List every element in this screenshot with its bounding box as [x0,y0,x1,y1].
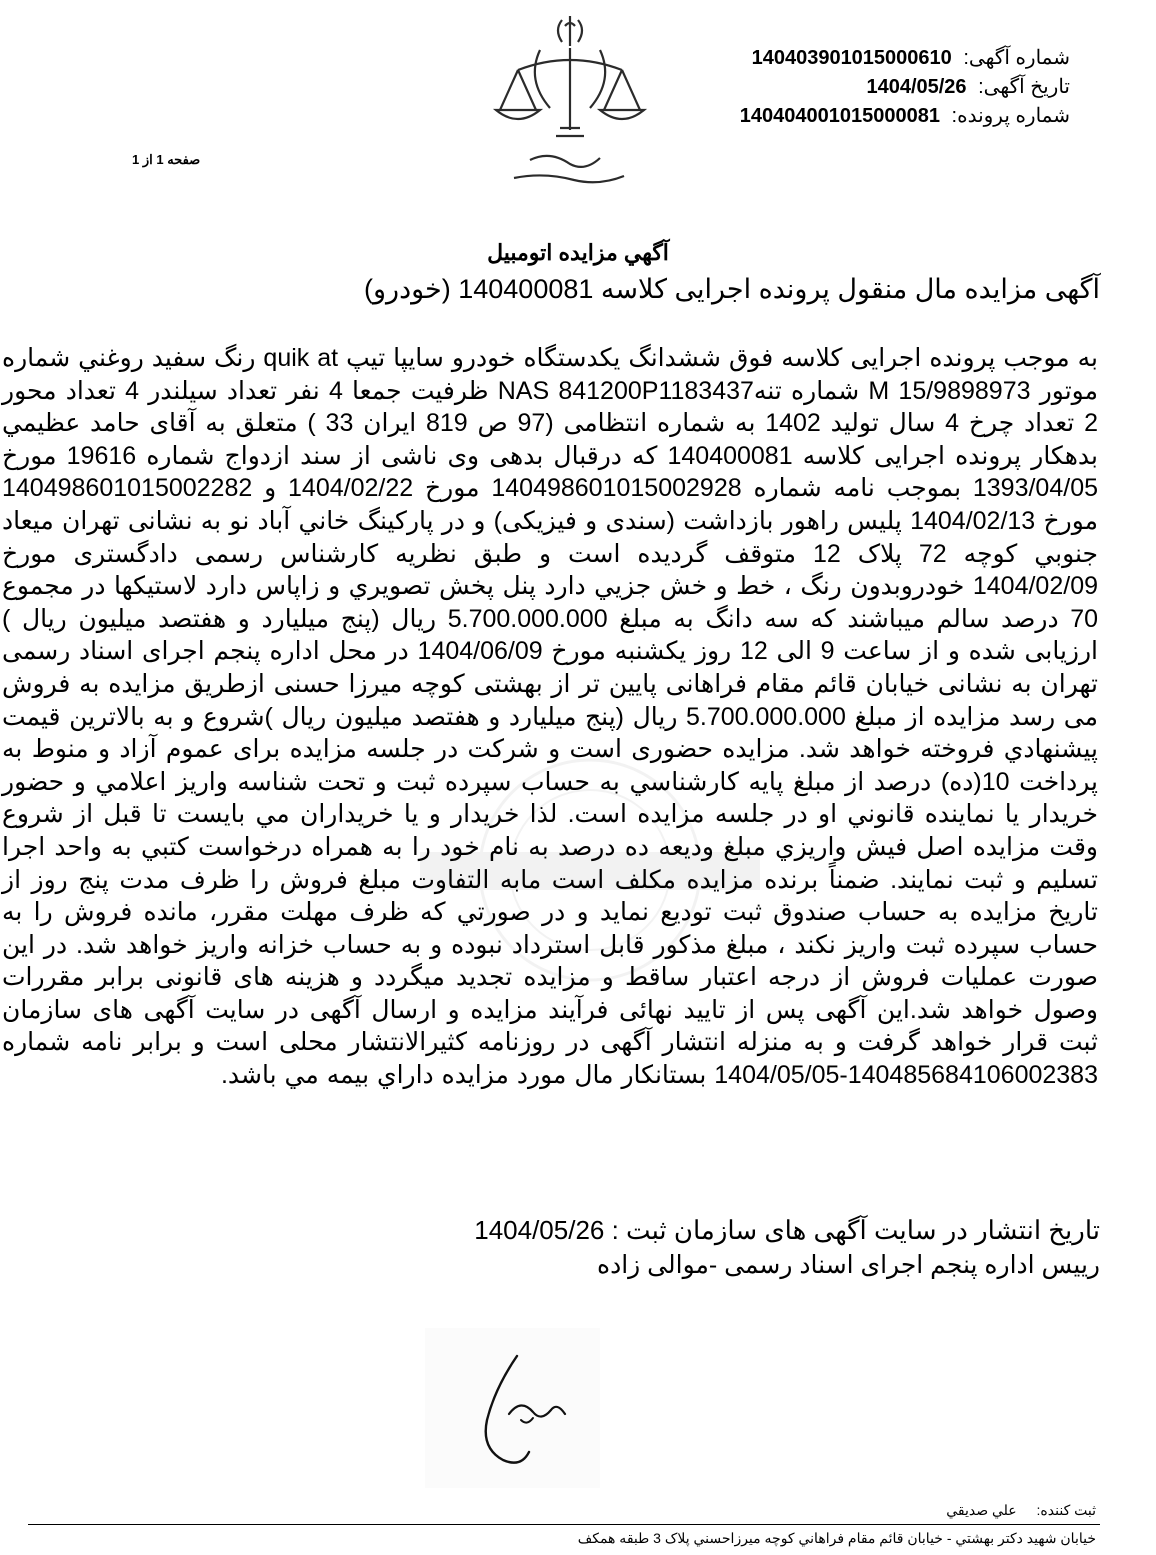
registrar-label: ثبت کننده: [1036,1502,1096,1518]
publication-label: تاریخ انتشار در سایت آگهی های سازمان ثبت : [611,1215,1100,1245]
signature [425,1328,600,1488]
judiciary-scales-emblem-icon [470,10,670,190]
notice-meta [650,44,1070,131]
registrar-name: علي صديقي [946,1502,1017,1518]
notice-number-label: شماره آگهی: [963,47,1070,69]
publication-date: 1404/05/26 [474,1215,605,1245]
publication-line [200,1214,1100,1246]
case-number-label: شماره پرونده: [951,105,1070,127]
document-title: آگهي مزايده اتومبيل [487,240,669,265]
judiciary-emblem [470,10,670,190]
registrar [946,1502,1096,1519]
notice-number-row [650,44,1070,73]
notice-number: 140403901015000610 [751,47,952,69]
case-number: 140404001015000081 [739,105,940,127]
document-subtitle: آگهی مزایده مال منقول پرونده اجرایی کلاسه 140400081 (خودرو) [364,274,1100,304]
handwritten-signature-icon [425,1328,600,1488]
case-number-row [650,102,1070,131]
notice-date: 1404/05/26 [866,76,967,98]
page-indicator: صفحه 1 از 1 [132,152,201,167]
officer-title: رییس اداره پنجم اجرای اسناد رسمی -موالی زاده [596,1251,1100,1279]
footer-divider [28,1524,1100,1525]
notice-body: به موجب پرونده اجرایی کلاسه فوق ششدانگ یکدستگاه خودرو سایپا تیپ quik at رنگ سفید روغني شماره موتور M 15/9898973 شماره تنهNAS 841200P1183437 ظرفیت جمعا 4 نفر تعداد سیلندر 4 تعداد محور 2 تعداد چرخ 4 سال تولید 1402 به شماره انتظامی (97 ص 819 ایران 33 ) متعلق به آقای حامد عظیمي بدهکار پرونده اجرایی کلاسه 140400081 که درقبال بدهی وی ناشی از سند ازدواج شماره 19616 مورخ 1393/04/05 بموجب نامه شماره 140498601015002928 مورخ 1404/02/22 و 140498601015002282 مورخ 1404/02/13 پلیس راهور بازداشت (سندی و فیزیکی) و در پارکینگ خاني آباد نو به نشانی تهران میعاد جنوبي کوچه 72 پلاک 12 متوقف گردیده است و طبق نظریه کارشناس رسمی دادگستری مورخ 1404/02/09 خودروبدون رنگ ، خط و خش جزیي دارد پنل پخش تصویري و زاپاس دارد لاستیکها در مجموع 70 درصد سالم میباشند که سه دانگ به مبلغ 5.700.000.000 ریال (پنج میلیارد و هفتصد میلیون ریال ) ارزیابی شده و از ساعت 9 الی 12 روز یکشنبه مورخ 1404/06/09 در محل اداره پنجم اجرای اسناد رسمی تهران به نشانی خیابان قائم مقام فراهانی پایین تر از بهشتی کوچه میرزا حسنی ازطریق مزایده به فروش می رسد مزایده از مبلغ 5.700.000.000 ریال (پنج میلیارد و هفتصد میلیون ریال )شروع و به بالاترین قیمت پیشنهادي فروخته خواهد شد. مزایده حضوری است و شرکت در جلسه مزایده برای عموم آزاد و منوط به پرداخت 10(ده) درصد از مبلغ پایه کارشناسي به حساب سپرده ثبت و تحت شناسه واریز اعلامي و حضور خریدار یا نماینده قانوني او در جلسه مزایده است. لذا خریدار و یا خریداران مي بایست تا قبل از شروع وقت مزایده اصل فیش واریزي مبلغ ودیعه ده درصد به نام خود را به همراه درخواست کتبي به واحد اجرا تسلیم و ثبت نمایند. ضمناً برنده مزایده مکلف است مابه التفاوت مبلغ فروش را ظرف مدت پنج روز از تاریخ مزایده به حساب صندوق ثبت تودیع نماید و در صورتي که ظرف مهلت مقرر، مانده فروش را به حساب سپرده ثبت واریز نکند ، مبلغ مذکور قابل استرداد نبوده و به حساب خزانه واریز خواهد شد. در این صورت عملیات فروش از درجه اعتبار ساقط و مزایده تجدید میگردد و هزینه های قانونی برابر مقررات وصول خواهد شد.این آگهی پس از تایید نهائی فرآیند مزایده و ارسال آگهی در سایت آگهی های سازمان ثبت قرار خواهد گرفت و به منزله انتشار آگهی در روزنامه کثیرالانتشار محلی است و برابر نامه شماره 140485684106002383-1404/05/05 بستانکار مال مورد مزایده داراي بیمه مي باشد. [2,344,1099,1090]
notice-date-row [650,73,1070,102]
notice-date-label: تاریخ آگهی: [978,76,1070,98]
office-address: خيابان شهيد دکتر بهشتي - خيابان قائم مقام فراهاني کوچه ميرزاحسني پلاک 3 طبقه همکف [577,1530,1096,1546]
